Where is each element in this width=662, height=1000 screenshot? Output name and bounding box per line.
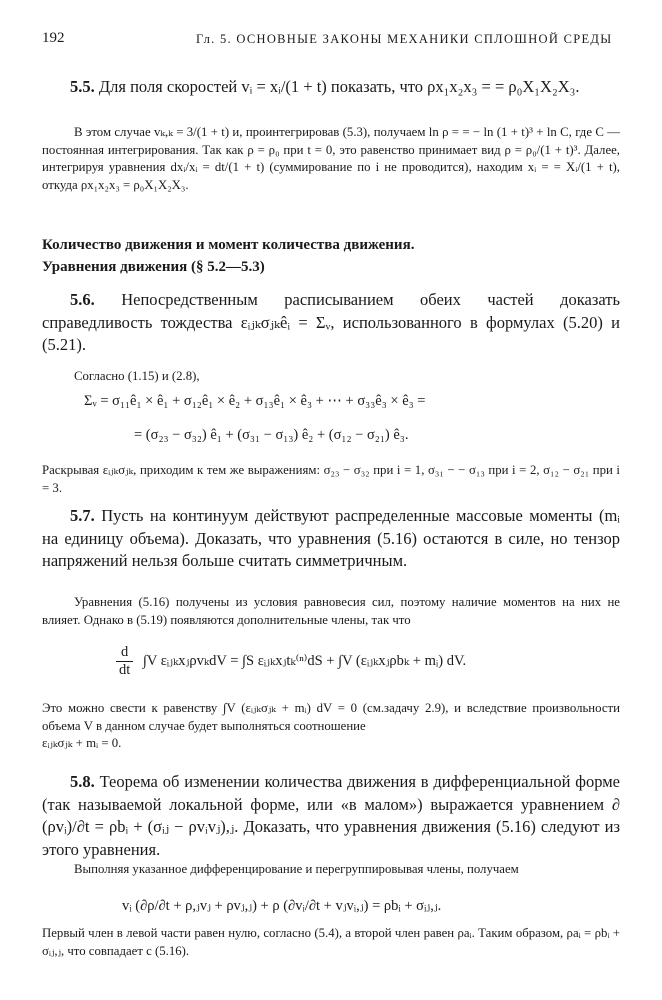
derivative-fraction bbox=[116, 644, 133, 679]
page-number: 192 bbox=[42, 30, 65, 46]
problem-5-5-solution: В этом случае vₖ,ₖ = 3/(1 + t) и, проинтегрировав (5.3), получаем ln ρ = = − ln (1 + t)³ + ln C, где C — постоянная интегрирования. Так как ρ = ρ₀ при t = 0, это равенство принимает вид ρ = ρ₀/(1 + t)³. Далее, интегрируя уравнения dxᵢ/xᵢ = dt/(1 + t) (суммирование по i не проводится), находим xᵢ = = Xᵢ/(1 + t), откуда ρx₁x₂x₃ = ρ₀X₁X₂X₃. bbox=[42, 125, 620, 192]
running-title: Гл. 5. ОСНОВНЫЕ ЗАКОНЫ МЕХАНИКИ СПЛОШНОЙ СРЕДЫ bbox=[196, 32, 613, 46]
section-heading-line-2: Уравнения движения (§ 5.2—5.3) bbox=[42, 259, 265, 275]
problem-5-6-solution-end: Раскрывая εᵢⱼₖσⱼₖ, приходим к тем же выражениям: σ₂₃ − σ₃₂ при i = 1, σ₃₁ − − σ₁₃ при i = 2, σ₁₂ − σ₂₁ при i = 3. bbox=[42, 463, 620, 495]
problem-5-8-equation: vᵢ (∂ρ/∂t + ρ,ⱼvⱼ + ρvⱼ,ⱼ) + ρ (∂vᵢ/∂t + vⱼvᵢ,ⱼ) = ρbᵢ + σᵢⱼ,ⱼ. bbox=[122, 898, 442, 914]
solution-text: Это можно свести к равенству ∫V (εᵢⱼₖσⱼₖ + mᵢ) dV = 0 (см.задачу 2.9), и вследствие произвольности объема V в данном случае будет выполняться соотношение bbox=[42, 701, 620, 733]
problem-5-7-equation bbox=[116, 644, 662, 688]
fraction-numerator: d bbox=[116, 644, 133, 662]
problem-text: Пусть на континуум действуют распределенные массовые моменты (mᵢ на единицу объема). Доказать, что уравнения (5.16) остаются в силе, но тензор напряжений нельзя больше считать симметричным. bbox=[42, 506, 621, 570]
problem-text: Для поля скоростей vᵢ = xᵢ/(1 + t) показать, что ρx₁x₂x₃ = = ρ₀X₁X₂X₃. bbox=[98, 77, 580, 96]
problem-5-6-solution-intro: Согласно (1.15) и (2.8), bbox=[74, 369, 200, 383]
solution-relation: εᵢⱼₖσⱼₖ + mᵢ = 0. bbox=[42, 736, 122, 750]
problem-5-6-equation-line-2: = (σ₂₃ − σ₃₂) ê₁ + (σ₃₁ − σ₁₃) ê₂ + (σ₁₂ − σ₂₁) ê₃. bbox=[134, 427, 409, 443]
problem-text: Непосредственным расписыванием обеих частей доказать справедливость тождества εᵢⱼₖσⱼₖêᵢ = Σᵥ, использованного в формулах (5.20) и (5.21). bbox=[42, 290, 621, 354]
problem-number: 5.5. bbox=[70, 77, 95, 96]
problem-number: 5.6. bbox=[70, 290, 95, 309]
problem-5-7-solution: Уравнения (5.16) получены из условия равновесия сил, поэтому наличие моментов на них не влияет. Однако в (5.19) появляются дополнительные члены, так что bbox=[42, 595, 620, 627]
page-header bbox=[0, 30, 662, 56]
section-heading bbox=[42, 234, 414, 278]
problem-5-7-solution-end bbox=[42, 700, 620, 753]
problem-5-8-solution-intro: Выполняя указанное дифференцирование и перегруппировывая члены, получаем bbox=[74, 862, 519, 876]
equation-body: ∫V εᵢⱼₖxⱼρvₖdV = ∫S εᵢⱼₖxⱼtₖ⁽ⁿ⁾dS + ∫V (εᵢⱼₖxⱼρbₖ + mᵢ) dV. bbox=[142, 653, 467, 669]
problem-number: 5.8. bbox=[70, 772, 95, 791]
problem-text: Теорема об изменении количества движения в дифференциальной форме (так называемой локальной форме, или «в малом») выражается уравнением ∂ (ρvᵢ)/∂t = ρbᵢ + (σᵢⱼ − ρvᵢvⱼ),ⱼ. Доказать, что уравнения движения (5.16) следуют из этого уравнения. bbox=[42, 772, 621, 859]
section-heading-line-1: Количество движения и момент количества движения. bbox=[42, 237, 415, 253]
problem-5-6-statement bbox=[42, 289, 620, 357]
problem-5-8-statement bbox=[42, 771, 620, 861]
problem-5-7-statement bbox=[42, 505, 620, 573]
problem-5-5-statement bbox=[42, 76, 620, 99]
problem-5-6-equation-line-1: Σᵥ = σ₁₁ê₁ × ê₁ + σ₁₂ê₁ × ê₂ + σ₁₃ê₁ × ê₃ + ⋯ + σ₃₃ê₃ × ê₃ = bbox=[84, 393, 426, 409]
problem-5-8-solution-end: Первый член в левой части равен нулю, согласно (5.4), а второй член равен ρaᵢ. Таким образом, ρaᵢ = ρbᵢ + σᵢⱼ,ⱼ, что совпадает с (5.16). bbox=[42, 926, 620, 958]
fraction-denominator: dt bbox=[119, 662, 131, 678]
problem-number: 5.7. bbox=[70, 506, 95, 525]
